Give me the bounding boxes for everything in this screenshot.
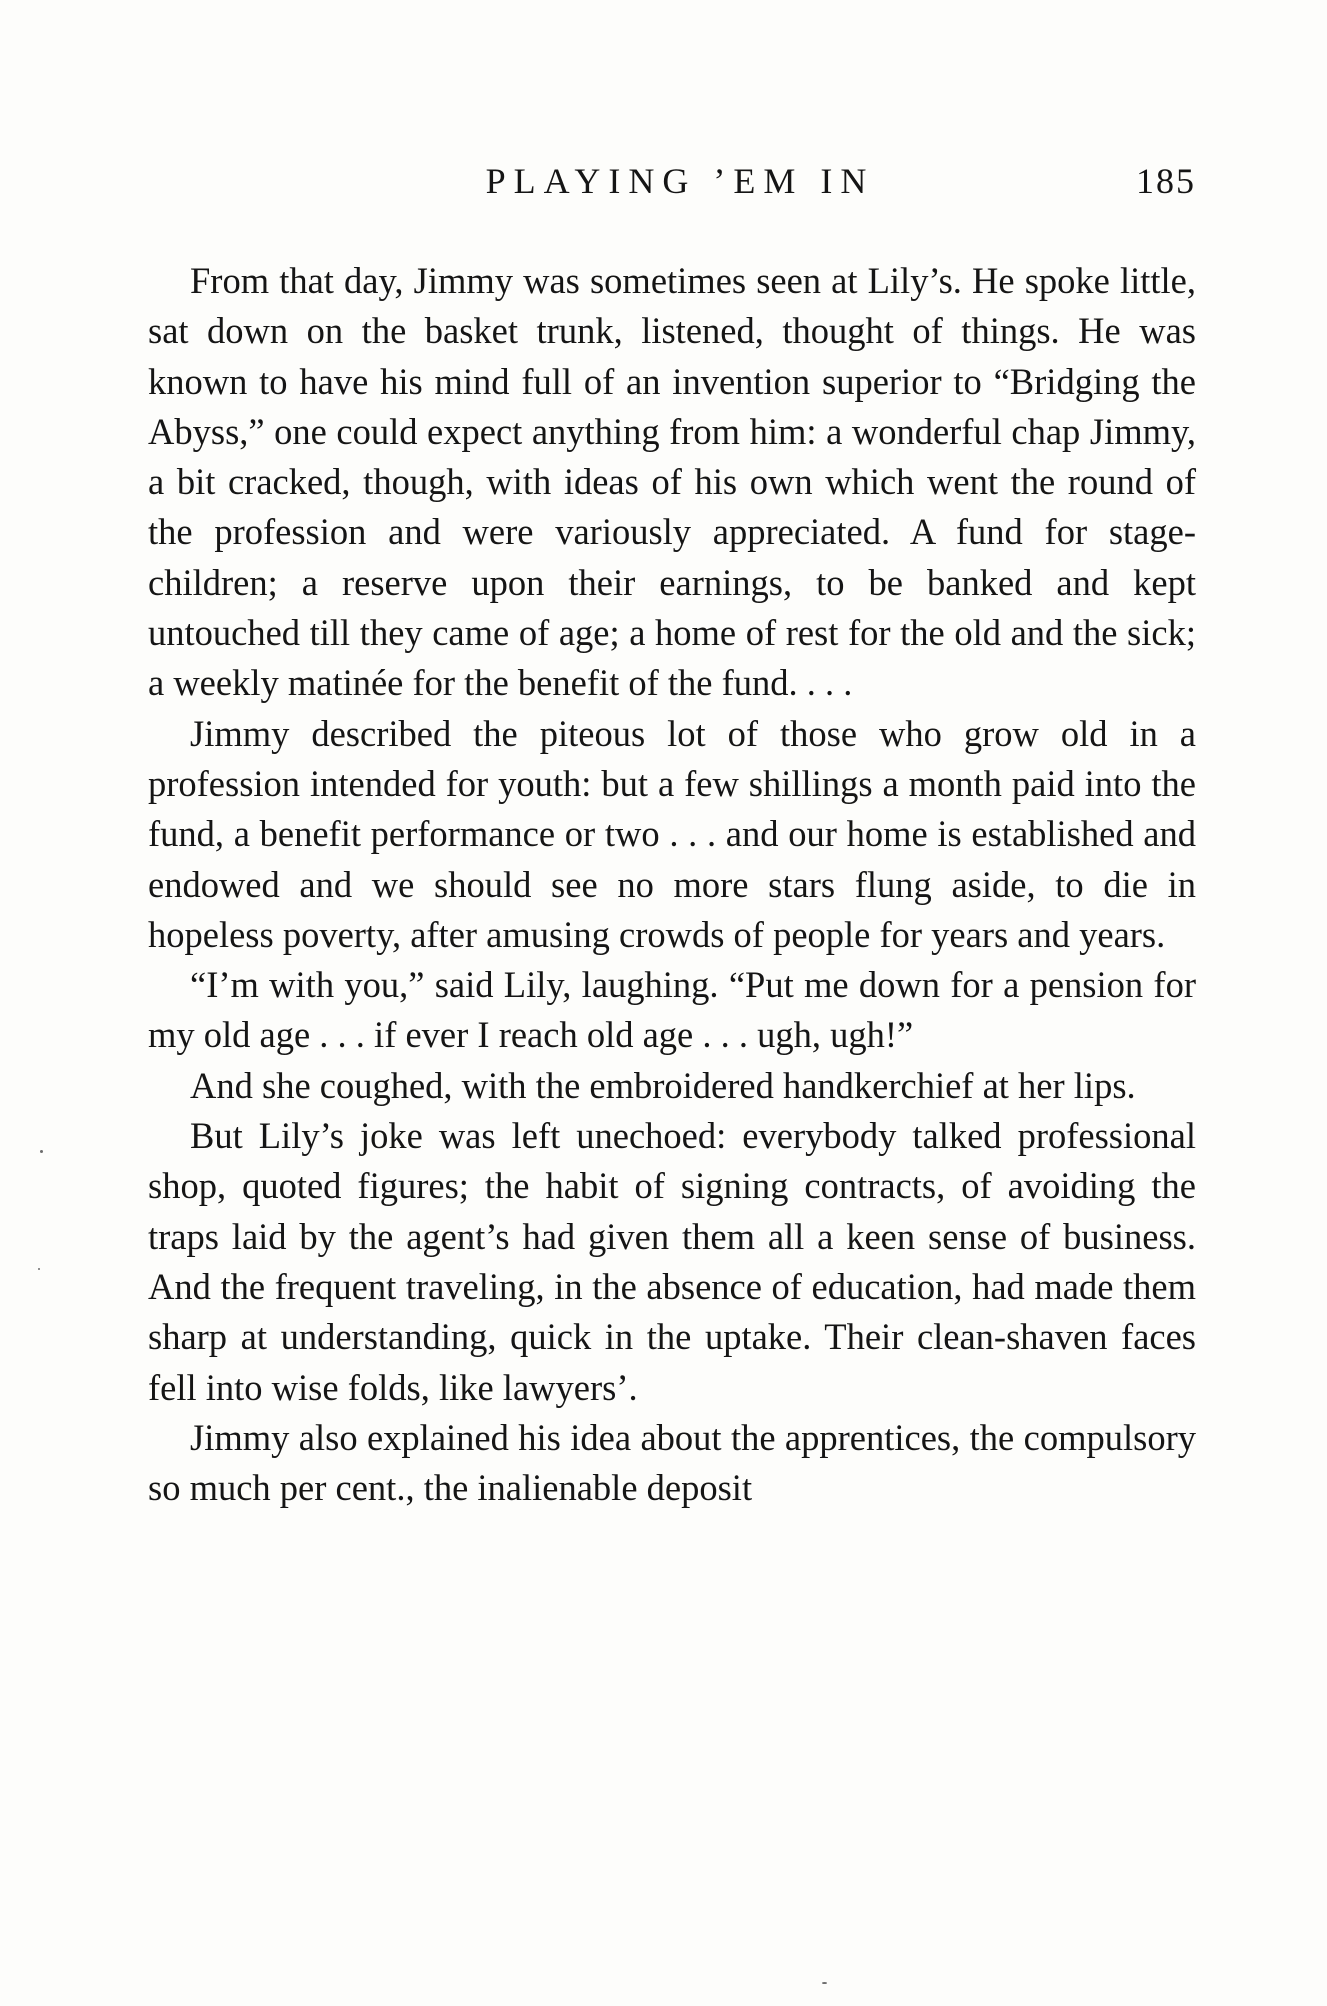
paragraph-apprentices: Jimmy also explained his idea about the apprentices, the compulsory so much per cent., the inalienable deposit [148, 1416, 1196, 1509]
body-text [148, 256, 1196, 1513]
page-speck [822, 1982, 827, 1984]
page-speck [40, 1150, 43, 1153]
running-head [148, 155, 1196, 207]
paragraph-piteous-lot: Jimmy described the piteous lot of those who grow old in a profession intended for youth: but a few shillings a month paid into the fund, a benefit performance or two . . . and our home is established and endowed and we should see no more stars flung aside, to die in hopeless poverty, after amusing crowds of people for years and years. [148, 712, 1196, 955]
paragraph-professional-shop: But Lily’s joke was left unechoed: everybody talked professional shop, quoted figures; the habit of signing contracts, of avoiding the traps laid by the agent’s had given them all a keen sense of business. And the frequent traveling, in the absence of education, had made them sharp at understanding, quick in the uptake. Their clean-shaven faces fell into wise folds, like lawyers’. [148, 1115, 1196, 1408]
paragraph-lily-pension: “I’m with you,” said Lily, laughing. “Put me down for a pension for my old age . . . if ever I reach old age . . . ugh, ugh!” [148, 964, 1196, 1056]
page-number: 185 [1136, 161, 1196, 201]
running-title: PLAYING ’EM IN [485, 161, 875, 201]
paragraph-jimmy-at-lilys: From that day, Jimmy was sometimes seen at Lily’s. He spoke little, sat down on the basket trunk, listened, thought of things. He was known to have his mind full of an invention superior to “Bridging the Abyss,” one could expect anything from him: a wonderful chap Jimmy, a bit cracked, though, with ideas of his own which went the round of the profession and were variously appreciated. A fund for stage-children; a reserve upon their earnings, to be banked and kept untouched till they came of age; a home of rest for the old and the sick; a weekly matinée for the benefit of the fund. . . . [148, 260, 1196, 704]
paragraph-she-coughed: And she coughed, with the embroidered handkerchief at her lips. [190, 1064, 1136, 1106]
page-speck [38, 1268, 40, 1270]
